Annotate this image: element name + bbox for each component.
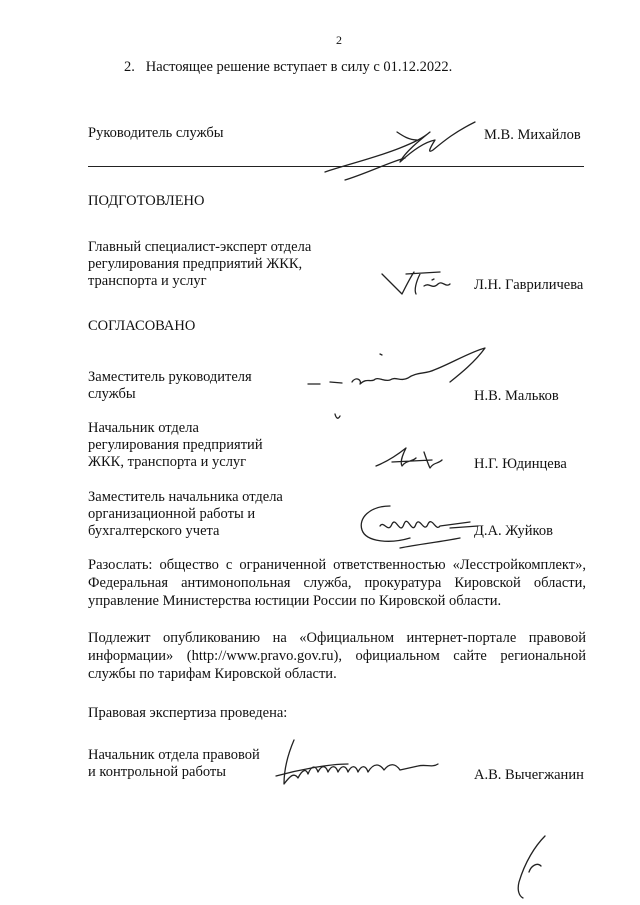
legal-reviewer-name: А.В. Вычегжанин [474,767,584,783]
clause-number: 2. [124,59,135,75]
signer-1-position [88,369,252,403]
publication-note: Подлежит опубликованию на «Официальном интернет-портале правовой информации» (http://www.pravo.gov.ru), официальном сайте региональной службы по тарифам Кировской области. [88,630,586,682]
signer-3-position-line-1: Заместитель начальника отдела [88,489,283,505]
prepared-signature [380,268,470,298]
legal-review-statement: Правовая экспертиза проведена: [88,705,288,721]
distribution-list: Разослать: общество с ограниченной ответственностью «Лесстройкомплект», Федеральная антимонопольная служба, прокуратура Кировской области, управление Министерства юстиции России по Кировской области. [88,557,586,609]
head-signature [305,110,485,190]
signer-1-position-line-2: службы [88,386,136,402]
clause-2 [124,59,452,76]
page-number: 2 [336,33,342,47]
head-name: М.В. Михайлов [484,127,581,143]
signer-2-name: Н.Г. Юдинцева [474,456,567,472]
signer-1-position-line-1: Заместитель руководителя [88,369,252,385]
signer-2-position-line-2: регулирования предприятий [88,437,263,453]
prepared-name: Л.Н. Гавриличева [474,277,584,293]
signer-2-position [88,420,263,471]
signer-1-name: Н.В. Мальков [474,388,559,404]
signer-3-name: Д.А. Жуйков [474,523,553,539]
head-position: Руководитель службы [88,125,224,141]
agreed-heading: СОГЛАСОВАНО [88,318,196,334]
signer-2-position-line-3: ЖКК, транспорта и услуг [88,454,247,470]
prepared-position-line-2: регулирования предприятий ЖКК, [88,256,303,272]
margin-mark [505,832,565,902]
signer-3-position-line-2: организационной работы и [88,506,256,522]
signer-1-signature [300,342,500,422]
signer-3-position [88,489,283,540]
legal-reviewer-signature [268,734,448,794]
prepared-position-line-3: транспорта и услуг [88,273,207,289]
prepared-heading: ПОДГОТОВЛЕНО [88,193,205,209]
prepared-position [88,239,311,290]
legal-reviewer-position [88,747,260,781]
clause-text: Настоящее решение вступает в силу с 01.12.2022. [145,59,453,75]
prepared-position-line-1: Главный специалист-эксперт отдела [88,239,312,255]
signer-2-position-line-1: Начальник отдела [88,420,199,436]
signer-3-signature [350,498,490,554]
signer-3-position-line-3: бухгалтерского учета [88,523,220,539]
signer-2-signature [372,442,472,476]
legal-reviewer-position-line-1: Начальник отдела правовой [88,747,260,763]
legal-reviewer-position-line-2: и контрольной работы [88,764,226,780]
